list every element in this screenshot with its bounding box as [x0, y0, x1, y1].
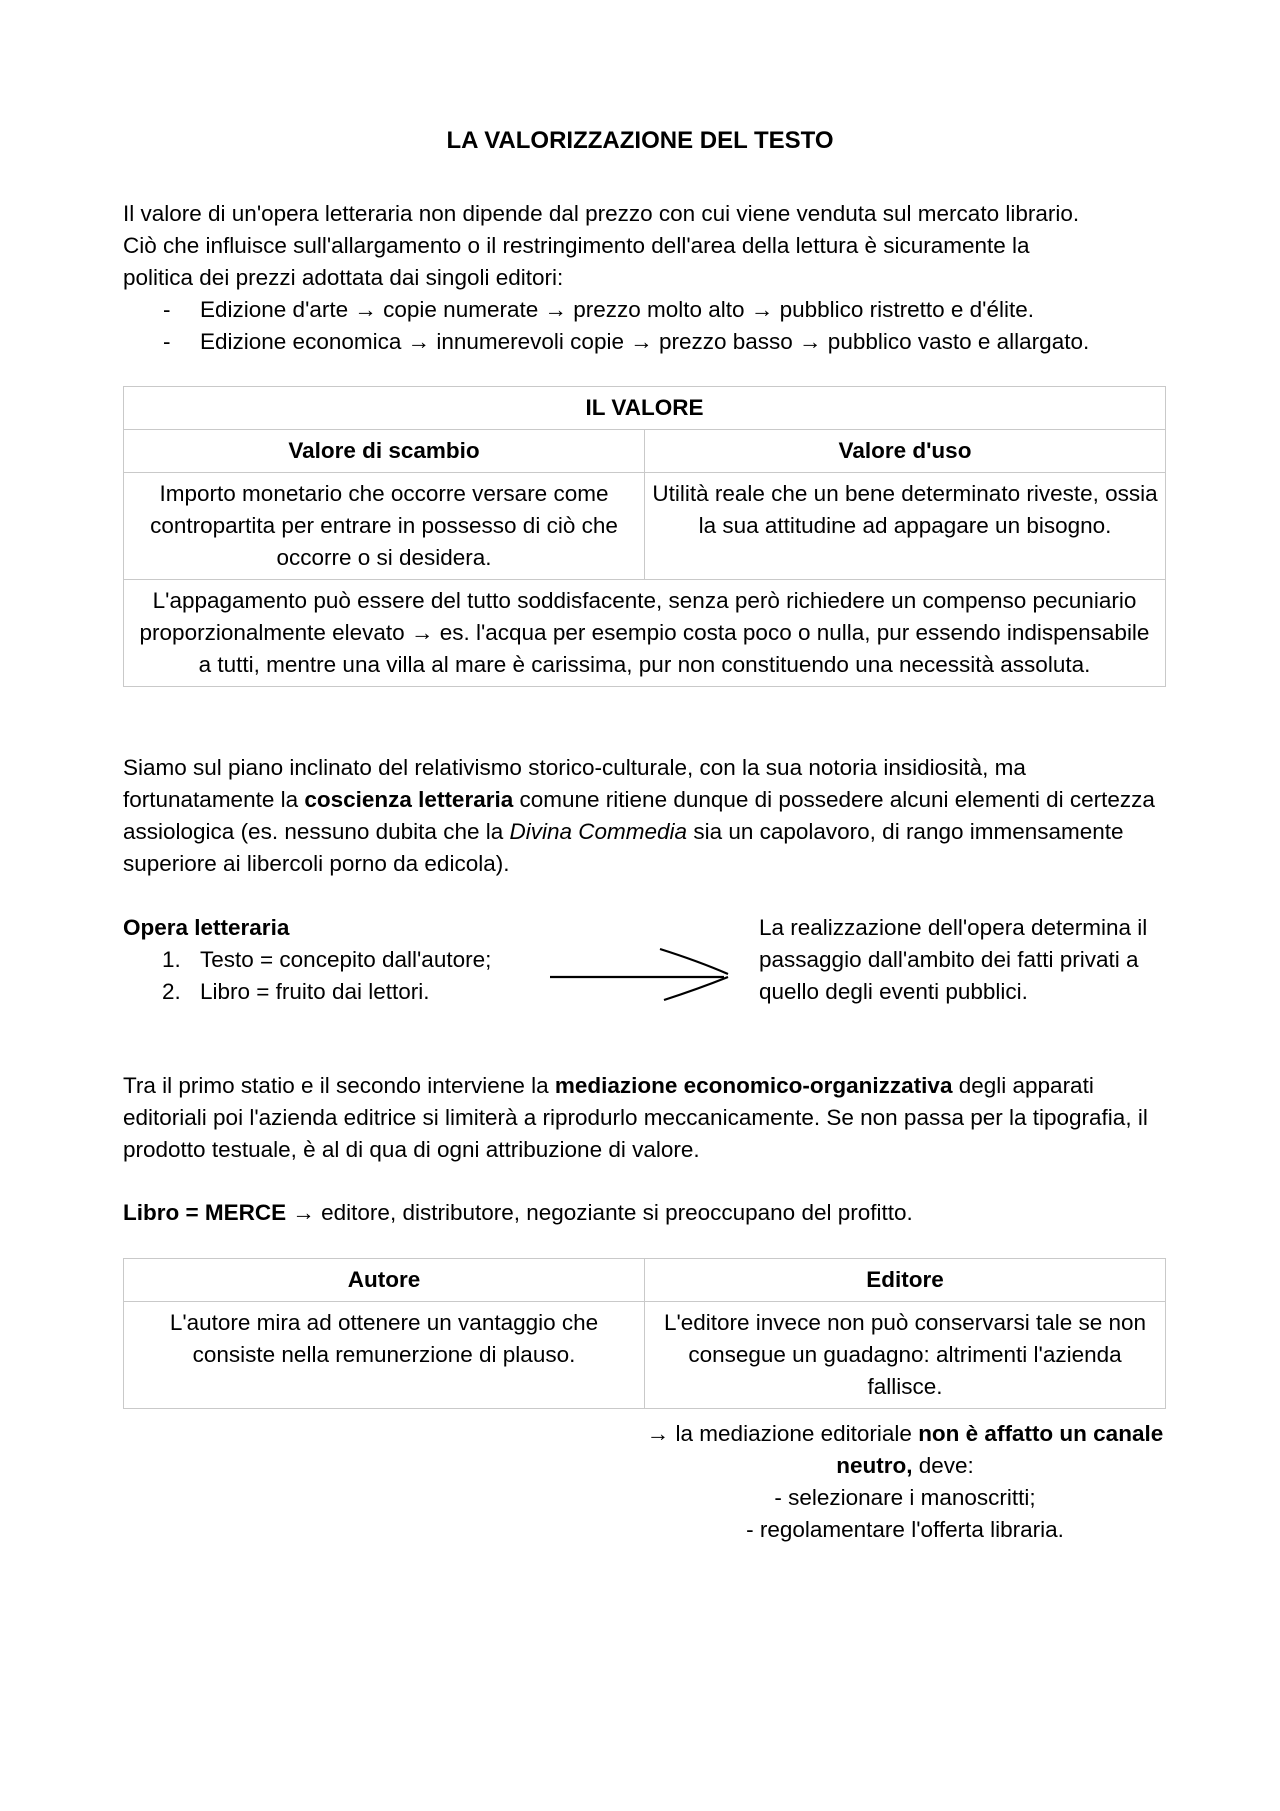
italic-title: Divina Commedia [509, 819, 688, 844]
opera-list [123, 944, 543, 1008]
autore-editore-table [123, 1258, 1166, 1409]
column-header-autore: Autore [124, 1259, 645, 1302]
relativismo-paragraph [123, 752, 1173, 880]
paragraph-text: Siamo sul piano inclinato del relativismo storico-culturale, con la sua notoria insidiosità, ma fortunatamente la [123, 755, 1026, 812]
table-footer-cell: L'appagamento può essere del tutto soddisfacente, senza però richiedere un compenso pecuniario proporzionalmente elevato → es. l'acqua per esempio costa poco o nulla, pur essendo indispensabile a tutti, mentre una villa al mare è carissima, pur non constituendo una necessità assoluta. [124, 580, 1166, 687]
mediazione-paragraph [123, 1070, 1173, 1166]
column-header-valore-scambio: Valore di scambio [124, 430, 645, 473]
dash-bullet: - [163, 329, 171, 354]
bold-term: Libro = MERCE [123, 1200, 287, 1225]
bold-term: mediazione economico-organizzativa [554, 1073, 953, 1098]
column-header-valore-uso: Valore d'uso [645, 430, 1166, 473]
list-item [123, 294, 1173, 326]
note-item: - regolamentare l'offerta libraria. [746, 1517, 1064, 1542]
list-item [123, 976, 543, 1008]
table-cell-editore: L'editore invece non può conservarsi tale se non consegue un guadagno: altrimenti l'azienda fallisce. [645, 1302, 1166, 1409]
edition-list [123, 294, 1173, 358]
paragraph-text: comune ritiene dunque di possedere alcuni elementi di certezza assiologica (es. nessuno dubita che la [123, 787, 1155, 844]
list-item-text: Edizione d'arte → copie numerate → prezzo molto alto → pubblico ristretto e d'élite. [200, 297, 1035, 322]
column-header-editore: Editore [645, 1259, 1166, 1302]
valore-table-wrapper [123, 386, 1173, 687]
dash-bullet: - [163, 297, 171, 322]
table-cell-autore: L'autore mira ad ottenere un vantaggio che consiste nella remunerzione di plauso. [124, 1302, 645, 1409]
list-item-text: Testo = concepito dall'autore; [200, 947, 492, 972]
bold-term: non è affatto un canale neutro, [836, 1421, 1164, 1478]
section-heading: Opera letteraria [123, 915, 290, 940]
list-number: 2. [162, 979, 181, 1004]
note-text: deve: [912, 1453, 974, 1478]
opera-section [123, 912, 543, 1008]
note-item: - selezionare i manoscritti; [774, 1485, 1036, 1510]
list-item-text: Libro = fruito dai lettori. [200, 979, 430, 1004]
intro-line: Il valore di un'opera letteraria non dipende dal prezzo con cui viene venduta sul mercato librario. [123, 201, 1080, 226]
list-item [123, 944, 543, 976]
intro-paragraph [123, 198, 1173, 358]
table-cell-valore-uso: Utilità reale che un bene determinato riveste, ossia la sua attitudine ad appagare un bisogno. [645, 473, 1166, 580]
double-arrow-right-icon [548, 945, 733, 1003]
note-text: → la mediazione editoriale [646, 1421, 919, 1446]
valore-table [123, 386, 1166, 687]
libro-merce-line [123, 1197, 1173, 1229]
mediazione-note [645, 1418, 1165, 1546]
table-title: IL VALORE [124, 387, 1166, 430]
paragraph-text: Tra il primo statio e il secondo interviene la [123, 1073, 555, 1098]
opera-explanation: La realizzazione dell'opera determina il passaggio dall'ambito dei fatti privati a quello degli eventi pubblici. [759, 915, 1148, 1004]
list-number: 1. [162, 947, 181, 972]
paragraph-text: → editore, distributore, negoziante si preoccupano del profitto. [286, 1200, 913, 1225]
table-cell-valore-scambio: Importo monetario che occorre versare come contropartita per entrare in possesso di ciò che occorre o si desidera. [124, 473, 645, 580]
page-title: LA VALORIZZAZIONE DEL TESTO [446, 127, 834, 154]
paragraph-text: sia un capolavoro, di rango immensamente superiore ai libercoli porno da edicola). [123, 819, 1124, 876]
autore-table-wrapper [123, 1258, 1173, 1409]
list-item [123, 326, 1173, 358]
intro-line: politica dei prezzi adottata dai singoli editori: [123, 265, 564, 290]
bold-term: coscienza letteraria [304, 787, 514, 812]
intro-line: Ciò che influisce sull'allargamento o il restringimento dell'area della lettura è sicuramente la [123, 233, 1030, 258]
list-item-text: Edizione economica → innumerevoli copie → prezzo basso → pubblico vasto e allargato. [200, 329, 1090, 354]
paragraph-text: degli apparati editoriali poi l'azienda editrice si limiterà a riprodurlo meccanicamente. Se non passa per la tipografia, il prodotto testuale, è al di qua di ogni attribuzione di valore. [123, 1073, 1148, 1162]
